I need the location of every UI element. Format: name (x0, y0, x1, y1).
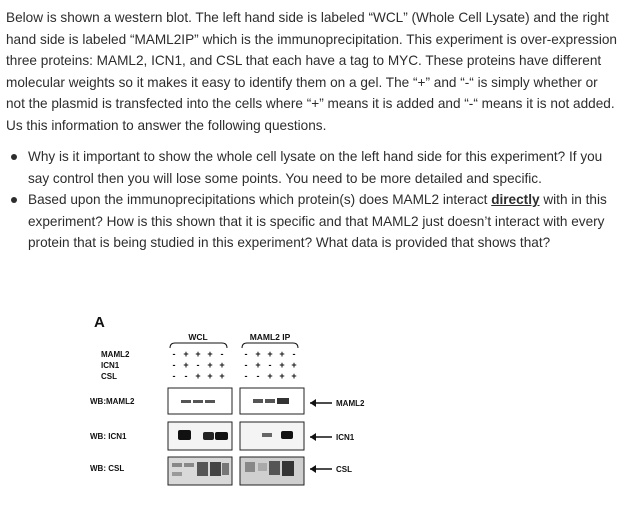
question-list (6, 146, 618, 254)
band (193, 400, 203, 403)
panel-label: A (94, 314, 105, 331)
band (215, 432, 228, 440)
band (258, 463, 267, 471)
sign: - (292, 349, 296, 359)
band (172, 472, 182, 476)
blot-label-maml2: WB:MAML2 (90, 397, 135, 406)
ip-signs (245, 349, 297, 381)
intro-paragraph: Below is shown a western blot. The left hand side is labeled “WCL” (Whole Cell Lysate) and the right hand side is labeled “MAML2IP” which is the immunoprecipitation. This experiment is over-expression three proteins: MAML2, ICN1, and CSL that each have a tag to MYC. These proteins have different molecular weights so it makes it easy to identify them on a gel. The “+” and “-“ is simply whether or not the plasmid is transfected into the cells where “+” means it is added and “-“ means it is not added. Us this information to answer the following questions. (6, 10, 617, 133)
sign: + (183, 360, 189, 370)
marker-label-maml2: MAML2 (336, 399, 365, 408)
band (277, 398, 289, 404)
marker-label-icn1: ICN1 (336, 433, 355, 442)
western-blot-figure (0, 300, 625, 507)
question-2-emphasis: directly (491, 192, 540, 208)
sign: + (195, 349, 201, 359)
sign: + (219, 360, 225, 370)
sign: + (207, 360, 213, 370)
sign: - (244, 360, 248, 370)
row-label-icn1: ICN1 (101, 361, 120, 370)
sign: - (172, 371, 176, 381)
marker-label-csl: CSL (336, 465, 352, 474)
sign: - (172, 349, 176, 359)
question-2-text-end: with in this experiment? How is this shown that it is specific and that MAML2 just doesn’t interact with every protein that is being studied in this experiment? What data is provided that shows that? (28, 192, 607, 251)
sign: + (255, 349, 261, 359)
sign: - (268, 360, 272, 370)
band (282, 461, 294, 476)
band (178, 430, 191, 440)
question-1-text: Why is it important to show the whole cell lysate on the left hand side for this experiment? If you say control then you will lose some points. You need to be more detailed and specific. (28, 149, 603, 186)
arrow-head-icon (310, 399, 316, 407)
maml2-ip-header: MAML2 IP (249, 332, 291, 342)
sign: + (279, 360, 285, 370)
sign: + (207, 349, 213, 359)
sign: + (279, 371, 285, 381)
band (265, 399, 275, 403)
band (197, 462, 208, 476)
band (253, 399, 263, 403)
sign: + (219, 371, 225, 381)
band (262, 433, 272, 437)
band (184, 463, 194, 467)
blot-label-icn1: WB: ICN1 (90, 432, 127, 441)
sign: + (267, 349, 273, 359)
sign: + (195, 371, 201, 381)
question-2 (6, 189, 618, 254)
sign: - (244, 371, 248, 381)
sign: - (244, 349, 248, 359)
row-label-csl: CSL (101, 372, 117, 381)
sign: - (220, 349, 224, 359)
sign: - (256, 371, 260, 381)
sign: + (291, 371, 297, 381)
sign: + (183, 349, 189, 359)
sign: + (207, 371, 213, 381)
ip-bracket (242, 343, 298, 348)
sign: + (291, 360, 297, 370)
question-1 (6, 146, 618, 189)
wcl-signs (173, 349, 225, 381)
question-2-text-start: Based upon the immunoprecipitations which protein(s) does MAML2 interact (28, 192, 492, 208)
band (281, 431, 293, 439)
wcl-header: WCL (188, 332, 208, 342)
band (222, 463, 229, 475)
band (205, 400, 215, 403)
band (269, 461, 280, 475)
sign: - (196, 360, 200, 370)
sign: + (267, 371, 273, 381)
blot-label-csl: WB: CSL (90, 464, 125, 473)
row-label-maml2: MAML2 (101, 350, 130, 359)
band (172, 463, 182, 467)
wcl-bracket (170, 343, 227, 348)
sign: - (184, 371, 188, 381)
band (203, 432, 214, 440)
sign: + (279, 349, 285, 359)
band (210, 462, 221, 476)
bullet-icon (11, 197, 17, 203)
arrow-head-icon (310, 433, 316, 441)
sign: + (255, 360, 261, 370)
sign: - (172, 360, 176, 370)
arrow-head-icon (310, 465, 316, 473)
band (245, 462, 255, 472)
bullet-icon (11, 154, 17, 160)
band (181, 400, 191, 403)
